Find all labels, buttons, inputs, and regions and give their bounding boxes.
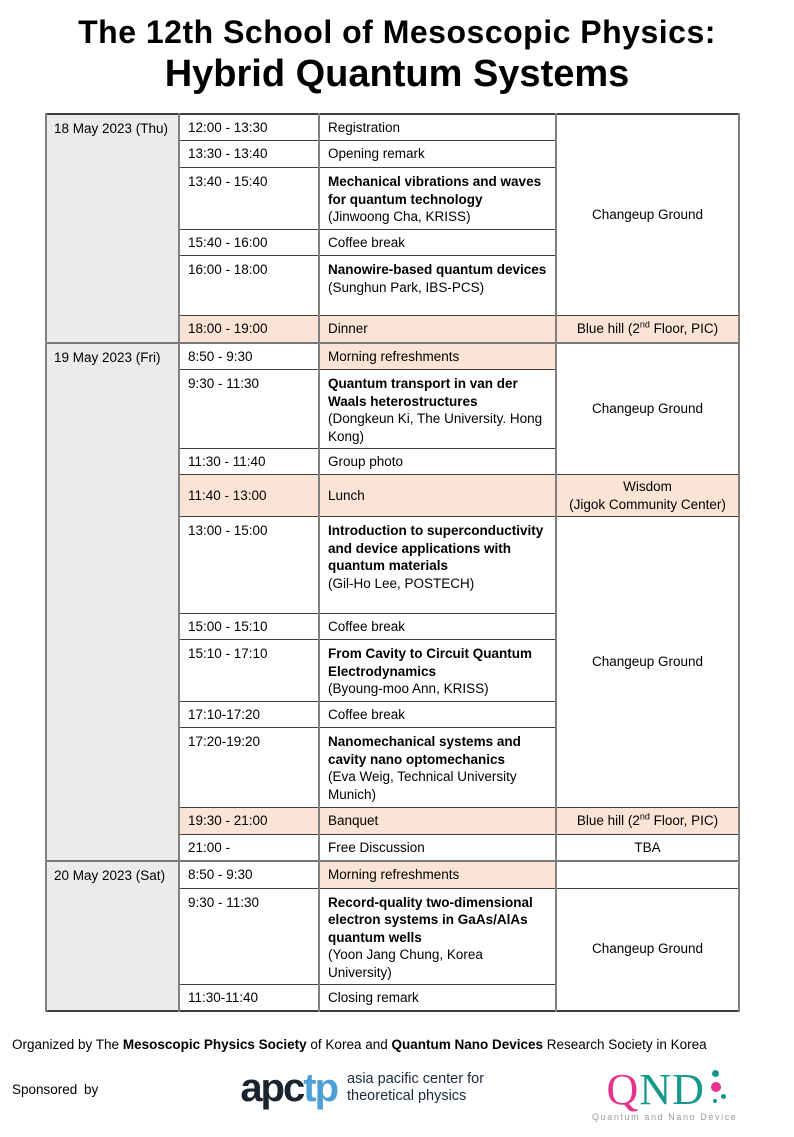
- title-line-1: The 12th School of Mesoscopic Physics:: [78, 14, 716, 50]
- time-cell: 15:40 - 16:00: [179, 230, 319, 256]
- location-cell: [556, 475, 739, 517]
- location-superscript: nd: [639, 319, 650, 330]
- event-speaker: (Yoon Jang Chung, Korea University): [328, 947, 483, 980]
- qnd-dot-icon: [713, 1099, 717, 1103]
- event-cell: Banquet: [319, 807, 556, 834]
- event-cell: Closing remark: [319, 985, 556, 1011]
- time-cell: 15:10 - 17:10: [179, 640, 319, 702]
- event-title: From Cavity to Circuit Quantum Electrodynamics: [328, 646, 533, 679]
- time-cell: 11:30 - 11:40: [179, 449, 319, 475]
- event-cell: Free Discussion: [319, 834, 556, 861]
- time-cell: 11:30-11:40: [179, 985, 319, 1011]
- location-cell: [556, 316, 739, 343]
- organized-post: Research Society in Korea: [543, 1036, 707, 1052]
- apctp-word-blue: tp: [303, 1065, 338, 1110]
- sponsored-by-label: Sponsored by: [12, 1081, 99, 1097]
- organized-by-line: [12, 1037, 794, 1052]
- location-text: Blue hill (2: [576, 321, 640, 337]
- table-row: [46, 343, 739, 370]
- location-text: Blue hill (2: [576, 812, 640, 828]
- time-cell: 13:40 - 15:40: [179, 168, 319, 230]
- apctp-wordmark: [240, 1065, 338, 1110]
- table-row: [46, 114, 739, 141]
- location-line-2: (Jigok Community Center): [569, 496, 726, 512]
- organized-society-2: Quantum Nano Devices: [391, 1036, 544, 1052]
- event-cell: Morning refreshments: [319, 343, 556, 370]
- event-cell: Coffee break: [319, 230, 556, 256]
- event-cell: [319, 517, 556, 614]
- time-cell: 13:30 - 13:40: [179, 141, 319, 168]
- date-cell: 18 May 2023 (Thu): [46, 114, 179, 343]
- event-speaker: (Sunghun Park, IBS-PCS): [328, 279, 485, 295]
- qnd-wordmark: [606, 1064, 723, 1114]
- event-cell: Group photo: [319, 449, 556, 475]
- date-cell: 19 May 2023 (Fri): [46, 343, 179, 861]
- event-cell: Dinner: [319, 316, 556, 343]
- location-cell: [556, 861, 739, 888]
- event-title: Mechanical vibrations and waves for quantum technology: [328, 174, 542, 207]
- time-cell: 13:00 - 15:00: [179, 517, 319, 614]
- location-line-1: Wisdom: [623, 479, 672, 495]
- event-cell: [319, 256, 556, 316]
- event-cell: [319, 168, 556, 230]
- time-cell: 18:00 - 19:00: [179, 316, 319, 343]
- date-cell: 20 May 2023 (Sat): [46, 861, 179, 1011]
- event-title: Quantum transport in van der Waals heterostructures: [328, 376, 518, 409]
- time-cell: 8:50 - 9:30: [179, 861, 319, 888]
- location-cell: Changeup Ground: [556, 888, 739, 1011]
- qnd-tagline: Quantum and Nano Device: [592, 1111, 738, 1122]
- time-cell: 21:00 -: [179, 834, 319, 861]
- qnd-dot-icon: [711, 1082, 721, 1092]
- event-cell: [319, 640, 556, 702]
- time-cell: 15:00 - 15:10: [179, 614, 319, 640]
- title-line-2: Hybrid Quantum Systems: [164, 52, 630, 95]
- event-title: Nanomechanical systems and cavity nano optomechanics: [328, 734, 521, 767]
- event-speaker: (Dongkeun Ki, The University. Hong Kong): [328, 411, 543, 444]
- event-speaker: (Eva Weig, Technical University Munich): [328, 769, 517, 802]
- schedule-table: [45, 113, 740, 1012]
- organized-mid: of Korea and: [306, 1036, 392, 1052]
- sponsors-row: [12, 1064, 794, 1122]
- time-cell: 9:30 - 11:30: [179, 370, 319, 449]
- event-cell: [319, 370, 556, 449]
- event-cell: Lunch: [319, 475, 556, 517]
- page-title: [0, 14, 794, 97]
- location-text: Floor, PIC): [649, 321, 719, 337]
- location-cell: Changeup Ground: [556, 517, 739, 807]
- location-cell: Changeup Ground: [556, 343, 739, 475]
- time-cell: 17:10-17:20: [179, 702, 319, 728]
- qnd-dot-icon: [721, 1094, 726, 1099]
- qnd-letters-nd: ND: [639, 1064, 705, 1114]
- event-title: Record-quality two-dimensional electron systems in GaAs/AlAs quantum wells: [328, 894, 533, 945]
- time-cell: 9:30 - 11:30: [179, 888, 319, 985]
- apctp-tagline-line-2: theoretical physics: [347, 1087, 467, 1104]
- apctp-tagline: [347, 1071, 484, 1104]
- event-cell: Registration: [319, 114, 556, 141]
- time-cell: 12:00 - 13:30: [179, 114, 319, 141]
- apctp-word-dark: apc: [240, 1065, 304, 1110]
- event-cell: Opening remark: [319, 141, 556, 168]
- qnd-logo: [592, 1064, 738, 1122]
- event-cell: [319, 728, 556, 807]
- event-cell: Coffee break: [319, 614, 556, 640]
- qnd-letter-q: Q: [606, 1064, 640, 1114]
- event-title: Introduction to superconductivity and device applications with quantum materials: [328, 523, 544, 574]
- organized-society-1: Mesoscopic Physics Society: [122, 1036, 307, 1052]
- location-cell: Changeup Ground: [556, 114, 739, 316]
- location-cell: TBA: [556, 834, 739, 861]
- time-cell: 11:40 - 13:00: [179, 475, 319, 517]
- organized-pre: Organized by The: [12, 1036, 123, 1052]
- time-cell: 16:00 - 18:00: [179, 256, 319, 316]
- event-title: Nanowire-based quantum devices: [328, 262, 547, 278]
- event-speaker: (Jinwoong Cha, KRISS): [328, 209, 471, 225]
- event-cell: Coffee break: [319, 702, 556, 728]
- event-speaker: (Gil-Ho Lee, POSTECH): [328, 576, 475, 591]
- location-cell: [556, 807, 739, 834]
- time-cell: 19:30 - 21:00: [179, 807, 319, 834]
- event-speaker: (Byoung-moo Ann, KRISS): [328, 681, 489, 697]
- apctp-tagline-line-1: asia pacific center for: [347, 1071, 485, 1088]
- event-cell: [319, 888, 556, 985]
- qnd-dot-icon: [712, 1070, 719, 1077]
- table-row: [46, 861, 739, 888]
- apctp-logo: [240, 1065, 485, 1110]
- time-cell: 17:20-19:20: [179, 728, 319, 807]
- time-cell: 8:50 - 9:30: [179, 343, 319, 370]
- event-cell: Morning refreshments: [319, 861, 556, 888]
- location-text: Floor, PIC): [649, 812, 719, 828]
- location-superscript: nd: [639, 811, 650, 822]
